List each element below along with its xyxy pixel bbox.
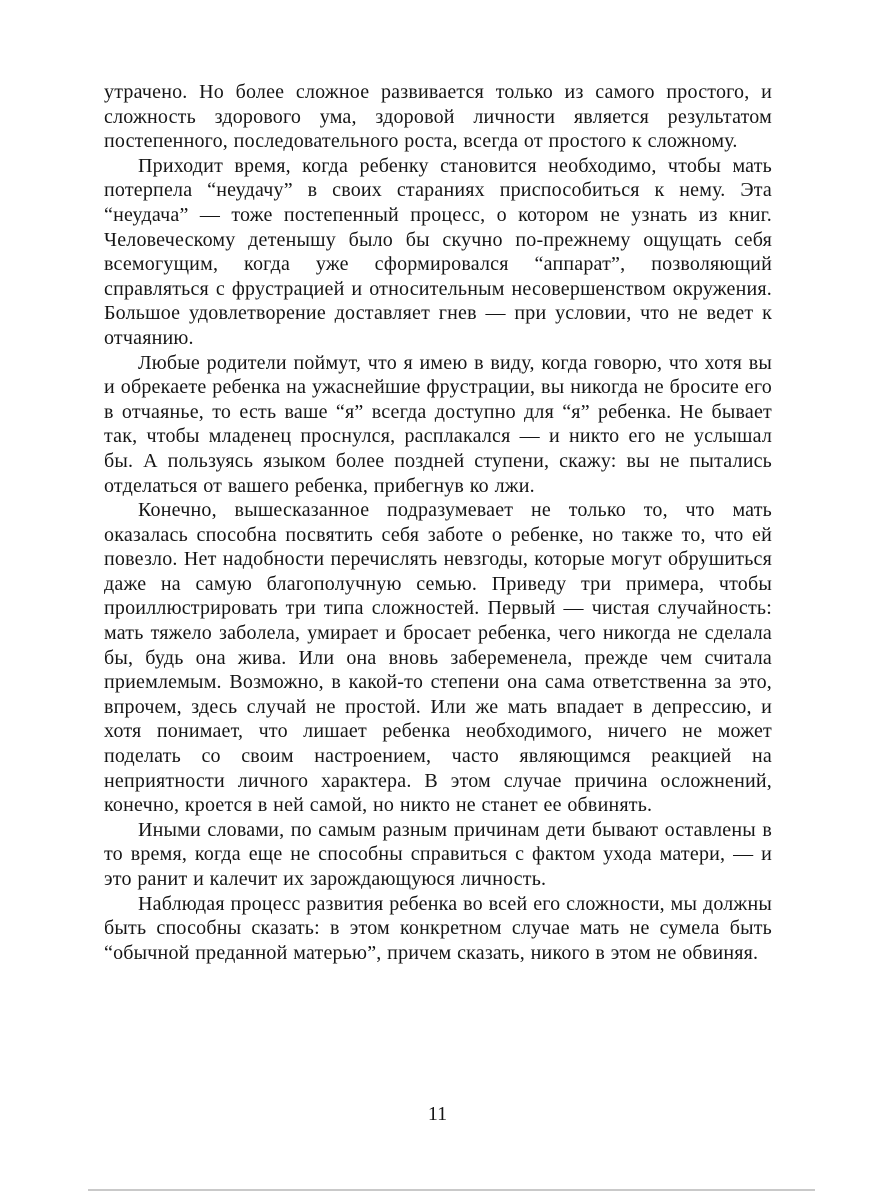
paragraph-4: Конечно, вышесказанное подразумевает не только то, что мать оказалась способна посвятить себя заботе о ребенке, но также то, что ей повезло. Нет надобности перечислять невзгоды, которые могут обрушиться даже на самую благополучную семью. Приведу три примера, чтобы проиллюстрировать три типа сложностей. Первый — чистая случайность: мать тяжело заболела, умирает и бросает ребенка, чего никогда не сделала бы, будь она жива. Или она вновь забеременела, прежде чем считала приемлемым. Возможно, в какой-то степени она сама ответственна за это, впрочем, здесь случай не простой. Или же мать впадает в депрессию, и хотя понимает, что лишает ребенка необходимого, ничего не может поделать со своим настроением, часто являющимся реакцией на неприятности личного характера. В этом случае причина осложнений, конечно, кроется в ней самой, но никто не станет ее обвинять. xyxy=(104,499,772,817)
text-block xyxy=(104,80,772,965)
scan-edge-line xyxy=(88,1189,815,1191)
paragraph-2: Приходит время, когда ребенку становится необходимо, чтобы мать потерпела “неудачу” в своих стараниях приспособиться к нему. Эта “неудача” — тоже постепенный процесс, о котором не узнать из книг. Человеческому детенышу было бы скучно по-прежнему ощущать себя всемогущим, когда уже сформировался “аппарат”, позволяющий справляться с фрустрацией и относительным несовершенством окружения. Большое удовлетворение доставляет гнев — при условии, что не ведет к отчаянию. xyxy=(104,154,772,349)
paragraph-3: Любые родители поймут, что я имею в виду, когда говорю, что хотя вы и обрекаете ребенка на ужаснейшие фрустрации, вы никогда не бросите его в отчаянье, то есть ваше “я” всегда доступно для “я” ребенка. Не бывает так, чтобы младенец проснулся, расплакался — и никто его не услышал бы. А пользуясь языком более поздней ступени, скажу: вы не пытались отделаться от вашего ребенка, прибегнув ко лжи. xyxy=(104,351,772,497)
page-number: 11 xyxy=(427,1103,448,1125)
paragraph-6: Наблюдая процесс развития ребенка во всей его сложности, мы должны быть способны сказать: в этом конкретном случае мать не сумела быть “обычной преданной матерью”, причем сказать, никого в этом не обвиняя. xyxy=(104,892,772,964)
paragraph-continuation: утрачено. Но более сложное развивается только из самого простого, и сложность здорового ума, здоровой личности является результатом постепенного, последовательного роста, всегда от простого к сложному. xyxy=(104,81,772,153)
paragraph-5: Иными словами, по самым разным причинам дети бывают оставлены в то время, когда еще не способны справиться с фактом ухода матери, — и это ранит и калечит их зарождающуюся личность. xyxy=(104,818,772,890)
